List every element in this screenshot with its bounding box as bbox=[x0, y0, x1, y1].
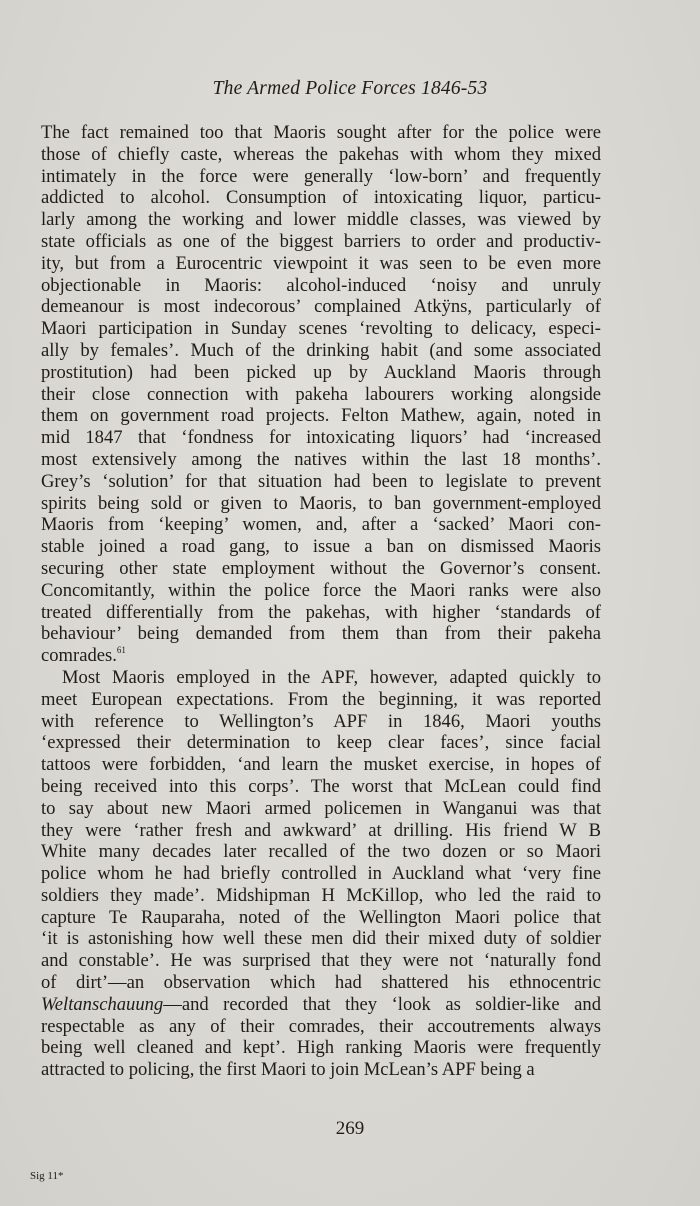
text-line: them on government road projects. Felton Mathew, again, noted in bbox=[41, 405, 601, 427]
text-line: objectionable in Maoris: alcohol-induced ‘noisy and unruly bbox=[41, 274, 601, 296]
text-line: being well cleaned and kept’. High ranking Maoris were frequently bbox=[41, 1037, 601, 1059]
text-line: The fact remained too that Maoris sought after for the police were bbox=[41, 122, 601, 143]
text-line: with reference to Wellington’s APF in 1846, Maori youths bbox=[41, 710, 601, 732]
text-line: spirits being sold or given to Maoris, to ban government-employed bbox=[41, 492, 601, 514]
text-line: White many decades later recalled of the two dozen or so Maori bbox=[41, 841, 601, 863]
text-line: addicted to alcohol. Consumption of intoxicating liquor, particu- bbox=[41, 187, 601, 209]
text-line: respectable as any of their comrades, their accoutrements always bbox=[41, 1015, 601, 1037]
text-line: ity, but from a Eurocentric viewpoint it was seen to be even more bbox=[41, 252, 601, 274]
text-line: state officials as one of the biggest barriers to order and productiv- bbox=[41, 230, 601, 252]
text-line: Weltanschauung—and recorded that they ‘look as soldier-like and bbox=[41, 993, 601, 1015]
paragraph-2 bbox=[41, 667, 601, 1081]
paragraph-1 bbox=[41, 122, 601, 667]
text-line: ‘expressed their determination to keep clear faces’, since facial bbox=[41, 732, 601, 754]
text-line: larly among the working and lower middle classes, was viewed by bbox=[41, 209, 601, 231]
text-line: mid 1847 that ‘fondness for intoxicating liquors’ had ‘increased bbox=[41, 427, 601, 449]
text-line: comrades.$^{61}$ bbox=[41, 645, 126, 667]
text-line: ally by females’. Much of the drinking habit (and some associated bbox=[41, 339, 601, 361]
text-line: Most Maoris employed in the APF, however, adapted quickly to bbox=[62, 666, 601, 688]
text-line: intimately in the force were generally ‘low-born’ and frequently bbox=[41, 165, 601, 187]
text-line: stable joined a road gang, to issue a ban on dismissed Maoris bbox=[41, 536, 601, 558]
text-line: demeanour is most indecorous’ complained Atkÿns, particularly of bbox=[41, 296, 601, 318]
text-line: meet European expectations. From the beginning, it was reported bbox=[41, 688, 601, 710]
text-line: and constable’. He was surprised that they were not ‘naturally fond bbox=[41, 950, 601, 972]
text-line: most extensively among the natives within the last 18 months’. bbox=[41, 448, 601, 470]
text-line: being received into this corps’. The worst that McLean could find bbox=[41, 775, 601, 797]
text-line: Maoris from ‘keeping’ women, and, after a ‘sacked’ Maori con- bbox=[41, 514, 601, 536]
text-line: to say about new Maori armed policemen in Wanganui was that bbox=[41, 797, 601, 819]
text-line: ‘it is astonishing how well these men did their mixed duty of soldier bbox=[41, 928, 601, 950]
text-line: those of chiefly caste, whereas the pakehas with whom they mixed bbox=[41, 143, 601, 165]
text-line: police whom he had briefly controlled in Auckland what ‘very fine bbox=[41, 863, 601, 885]
footnote-marker[interactable]: 61 bbox=[116, 645, 126, 656]
text-line: soldiers they made’. Midshipman H McKillop, who led the raid to bbox=[41, 884, 601, 906]
text-line: tattoos were forbidden, ‘and learn the musket exercise, in hopes of bbox=[41, 754, 601, 776]
text-line: their close connection with pakeha labourers working alongside bbox=[41, 383, 601, 405]
text-line: attracted to policing, the first Maori to join McLean’s APF being a bbox=[41, 1059, 535, 1081]
text-line: of dirt’—an observation which had shattered his ethnocentric bbox=[41, 972, 601, 994]
text-line: Maori participation in Sunday scenes ‘revolting to delicacy, especi- bbox=[41, 318, 601, 340]
page-number: 269 bbox=[335, 1118, 365, 1139]
text-line: treated differentially from the pakehas, with higher ‘standards of bbox=[41, 601, 601, 623]
text-line: Concomitantly, within the police force the Maori ranks were also bbox=[41, 579, 601, 601]
text-line: prostitution) had been picked up by Auckland Maoris through bbox=[41, 361, 601, 383]
text-line: behaviour’ being demanded from them than from their pakeha bbox=[41, 623, 601, 645]
text-line: Grey’s ‘solution’ for that situation had been to legislate to prevent bbox=[41, 470, 601, 492]
text-line: they were ‘rather fresh and awkward’ at drilling. His friend W B bbox=[41, 819, 601, 841]
body-text bbox=[41, 122, 601, 1081]
text-line: capture Te Rauparaha, noted of the Wellington Maori police that bbox=[41, 906, 601, 928]
running-head: The Armed Police Forces 1846-53 bbox=[212, 78, 488, 99]
text-line: securing other state employment without the Governor’s consent. bbox=[41, 557, 601, 579]
signature-mark: Sig 11* bbox=[30, 1170, 64, 1182]
